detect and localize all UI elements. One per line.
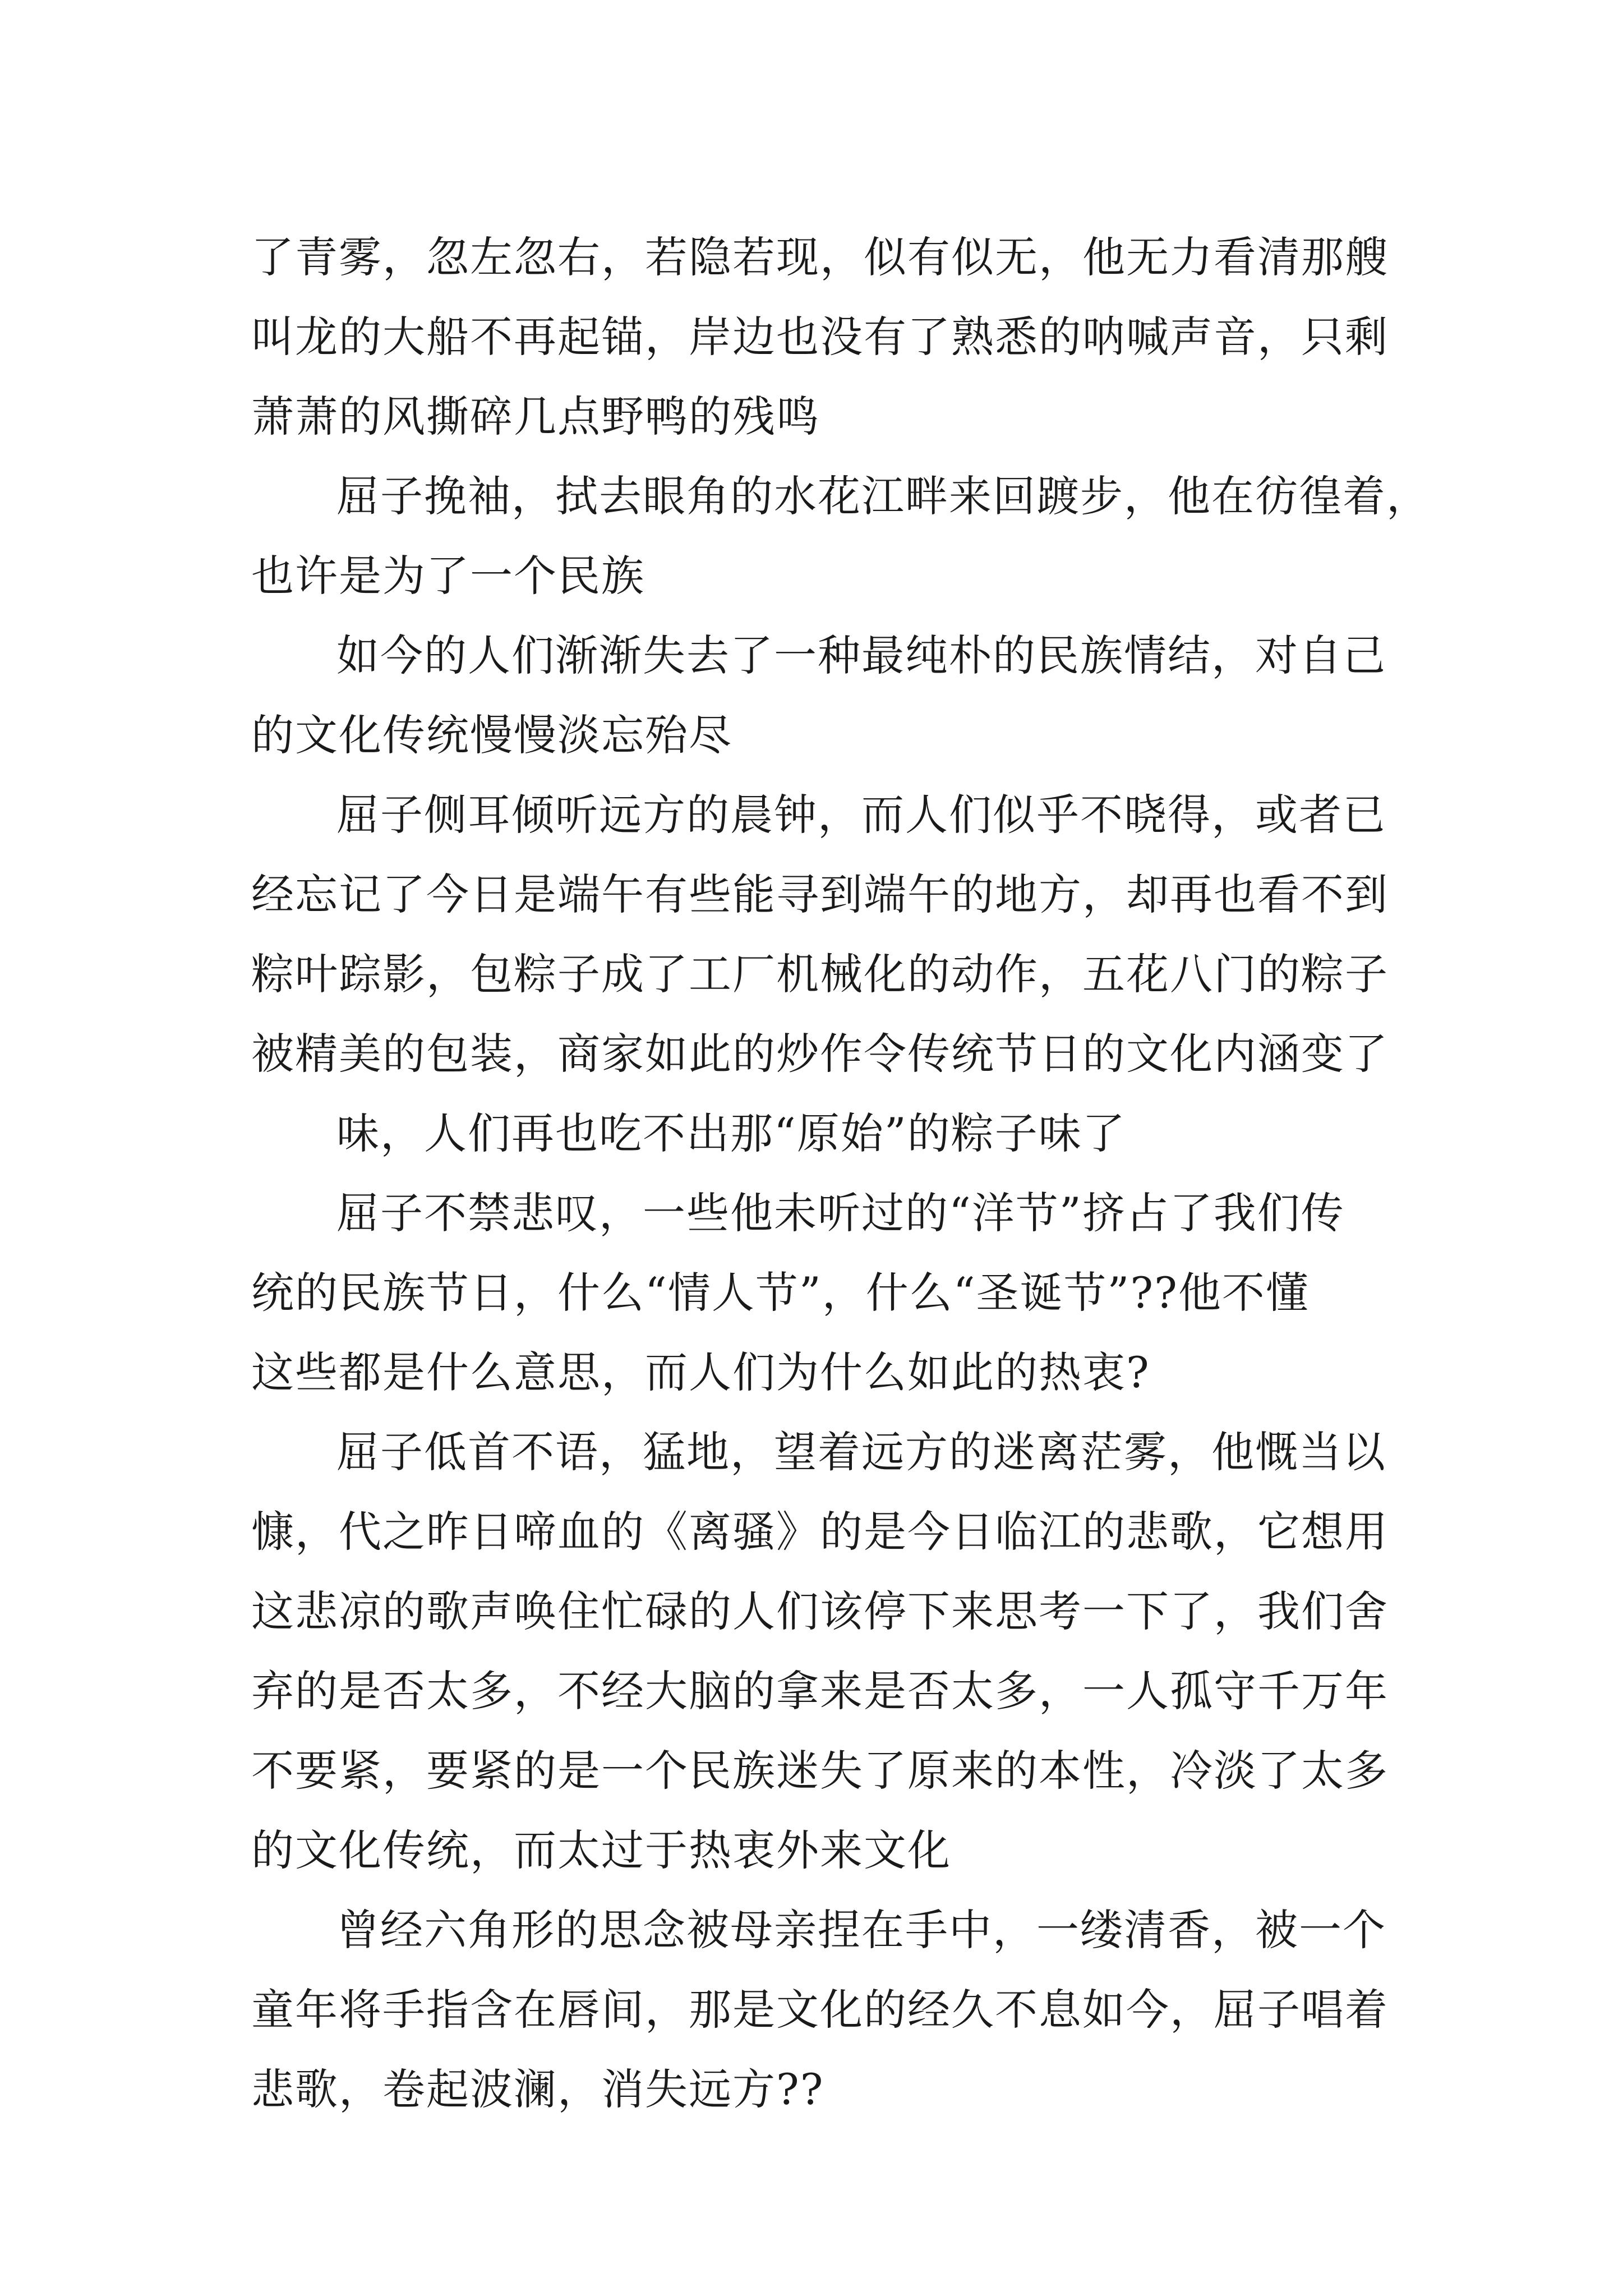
text-line: 如今的人们渐渐失去了一种最纯朴的民族情结，对自己 <box>336 631 1386 680</box>
text-line: 屈子不禁悲叹，一些他未听过的“洋节”挤占了我们传 <box>336 1188 1345 1238</box>
text-line: 不要紧，要紧的是一个民族迷失了原来的本性，冷淡了太多 <box>251 1746 1389 1796</box>
text-line: 被精美的包装，商家如此的炒作令传统节日的文化内涵变了 <box>251 1029 1389 1079</box>
text-line: 慷，代之昨日啼血的《离骚》的是今日临江的悲歌，它想用 <box>251 1507 1389 1557</box>
text-line: 屈子侧耳倾听远方的晨钟，而人们似乎不晓得，或者已 <box>336 790 1386 840</box>
text-line: 曾经六角形的思念被母亲捏在手中，一缕清香，被一个 <box>336 1905 1386 1955</box>
text-line: 悲歌，卷起波澜，消失远方?? <box>251 2064 824 2114</box>
text-line: 叫龙的大船不再起锚，岸边也没有了熟悉的呐喊声音，只剩 <box>251 312 1389 362</box>
text-line: 味，人们再也吃不出那“原始”的粽子味了 <box>336 1108 1126 1158</box>
text-line: 经忘记了今日是端午有些能寻到端午的地方，却再也看不到 <box>251 869 1389 919</box>
text-line: 屈子低首不语，猛地，望着远方的迷离茫雾，他慨当以 <box>336 1427 1386 1477</box>
text-line: 也许是为了一个民族 <box>251 551 645 601</box>
text-line: 这悲凉的歌声唤住忙碌的人们该停下来思考一下了，我们舍 <box>251 1586 1389 1636</box>
text-line: 弃的是否太多，不经大脑的拿来是否太多，一人孤守千万年 <box>251 1666 1389 1716</box>
text-line: 童年将手指含在唇间，那是文化的经久不息如今，屈子唱着 <box>251 1985 1389 2035</box>
text-line: 的文化传统慢慢淡忘殆尽 <box>251 710 732 760</box>
text-line: 萧萧的风撕碎几点野鸭的残鸣 <box>251 392 820 441</box>
text-line: 了青雾，忽左忽右，若隐若现，似有似无，他无力看清那艘 <box>251 232 1389 282</box>
text-line: 统的民族节日，什么“情人节”，什么“圣诞节”??他不懂 <box>251 1268 1310 1318</box>
body-text <box>251 218 1430 2129</box>
text-line: 这些都是什么意思，而人们为什么如此的热衷? <box>251 1347 1150 1397</box>
text-line: 的文化传统，而太过于热衷外来文化 <box>251 1825 951 1875</box>
text-line: 粽叶踪影，包粽子成了工厂机械化的动作，五花八门的粽子 <box>251 949 1389 999</box>
text-line: 屈子挽袖，拭去眼角的水花江畔来回踱步，他在彷徨着， <box>336 471 1430 521</box>
